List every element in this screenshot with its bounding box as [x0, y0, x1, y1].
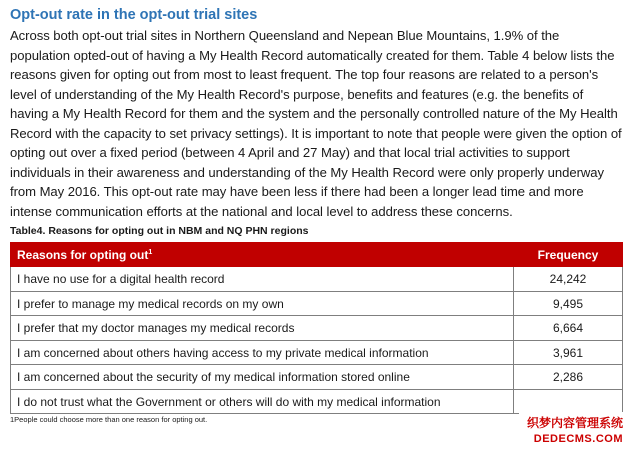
reason-cell: I have no use for a digital health record: [11, 267, 514, 292]
frequency-cell: 2,286: [514, 365, 623, 390]
watermark-en: DEDECMS.COM: [533, 433, 623, 445]
frequency-cell: 6,664: [514, 316, 623, 341]
frequency-cell: 24,242: [514, 267, 623, 292]
site-watermark: [519, 412, 623, 452]
table-footnote: 1People could choose more than one reason for opting out.: [10, 415, 208, 425]
reason-cell: I am concerned about others having access to my private medical information: [11, 340, 514, 365]
header-reason-label: Reasons for opting out: [17, 247, 149, 262]
reason-cell: I am concerned about the security of my medical information stored online: [11, 365, 514, 390]
document-page: [10, 5, 622, 425]
section-heading: Opt-out rate in the opt-out trial sites: [10, 7, 258, 23]
reasons-table: [10, 242, 623, 414]
reason-cell: I prefer that my doctor manages my medical records: [11, 316, 514, 341]
frequency-cell: 9,495: [514, 291, 623, 316]
table-header-row: [11, 243, 623, 267]
table-caption: Table4. Reasons for opting out in NBM and NQ PHN regions: [10, 225, 309, 238]
table-row: [11, 389, 623, 414]
table-row: [11, 267, 623, 292]
table-row: [11, 316, 623, 341]
watermark-cn: 织梦内容管理系统: [526, 416, 623, 430]
header-reason: [11, 243, 514, 267]
reason-cell: I do not trust what the Government or others will do with my medical information: [11, 389, 514, 414]
reason-cell: I prefer to manage my medical records on my own: [11, 291, 514, 316]
header-frequency: Frequency: [514, 243, 623, 267]
table-row: [11, 291, 623, 316]
frequency-cell: [514, 389, 623, 414]
frequency-cell: 3,961: [514, 340, 623, 365]
table-row: [11, 365, 623, 390]
table-row: [11, 340, 623, 365]
body-paragraph: Across both opt-out trial sites in Northern Queensland and Nepean Blue Mountains, 1.9% of the population opted-out of having a My Health Record automatically created for them. Table 4 below lists the reasons given for opting out from most to least frequent. The top four reasons are related to a person's level of understanding of the My Health Record's purpose, benefits and features (e.g. the benefits of having a My Health Record for them and the system and the personally controlled nature of the My Health Record with the capacity to set privacy settings). It is important to note that people were given the option of opting out over a fixed period (between 4 April and 27 May) and that local trial activities to support individuals in their awareness and understanding of the My Health Record were only properly underway from May 2016. This opt-out rate may have been less if there had been a longer lead time and more intense communication efforts at the national and local level to address these concerns.: [10, 28, 622, 219]
header-reason-footnote-mark: 1: [148, 248, 153, 256]
